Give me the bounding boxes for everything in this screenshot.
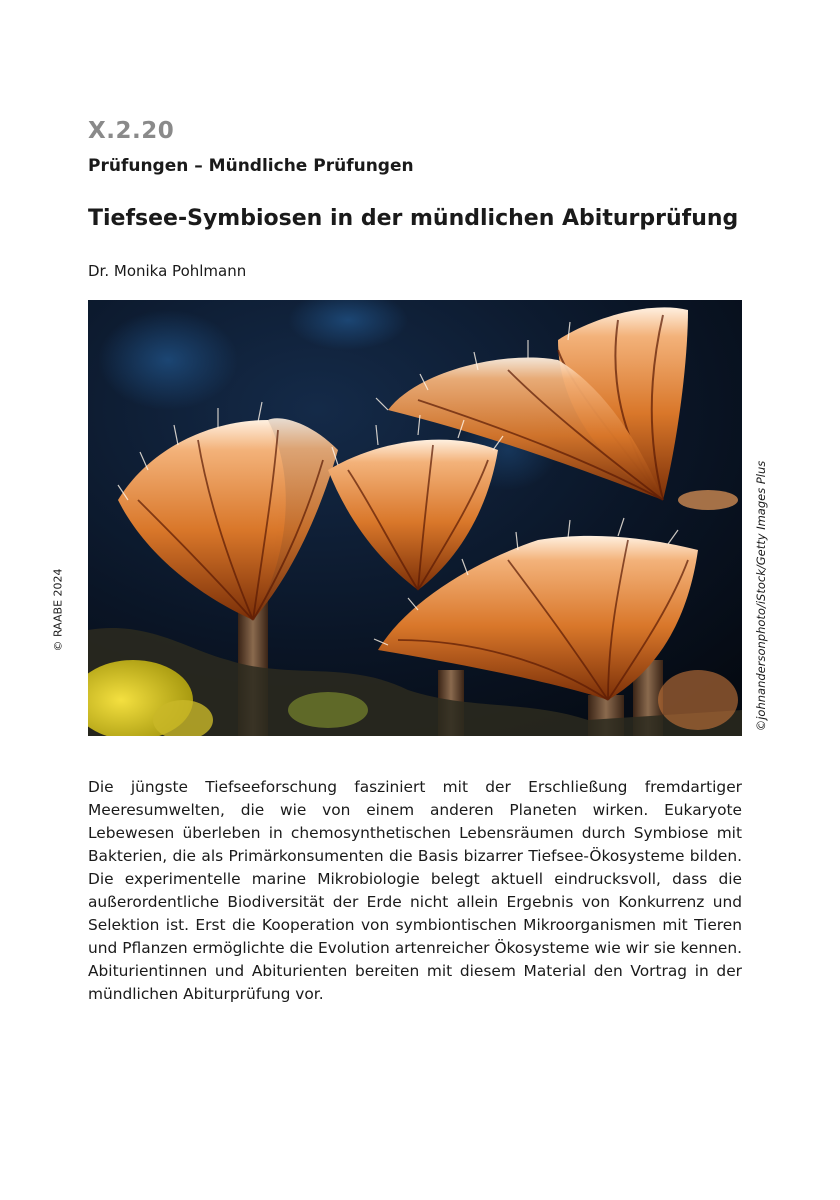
intro-paragraph: Die jüngste Tiefseeforschung fasziniert mit der Erschließung fremdartiger Meeresumwelten, die wie von einem anderen Planeten wirken. Eukaryote Lebewesen überleben in chemosynthetischen Lebensräumen durch Symbiose mit Bakterien, die als Primärkonsumenten die Basis bizarrer Tiefsee-Ökosysteme bilden. Die experimentelle marine Mikrobiologie belegt aktuell eindrucksvoll, dass die außerordentliche Biodiversität der Erde nicht allein Ergebnis von Konkurrenz und Selektion ist. Erst die Kooperation von symbiontischen Mikroorganismen mit Tieren und Pflanzen ermöglichte die Evolution artenreicher Ökosysteme wie wir sie kennen. Abiturientinnen und Abiturienten bereiten mit diesem Material den Vortrag in der mündlichen Abiturprüfung vor. <box>88 778 742 1003</box>
copyright-notice: © RAABE 2024 <box>51 568 65 652</box>
section-heading: Prüfungen – Mündliche Prüfungen <box>88 156 414 176</box>
author-name: Dr. Monika Pohlmann <box>88 262 247 280</box>
cover-photo <box>88 300 742 736</box>
page-title: Tiefsee-Symbiosen in der mündlichen Abiturprüfung <box>88 206 739 231</box>
tube-worm-illustration <box>88 300 742 736</box>
photo-credit: ©johnandersonphoto/iStock/Getty Images Plus <box>754 460 768 732</box>
unit-code: X.2.20 <box>88 118 175 144</box>
